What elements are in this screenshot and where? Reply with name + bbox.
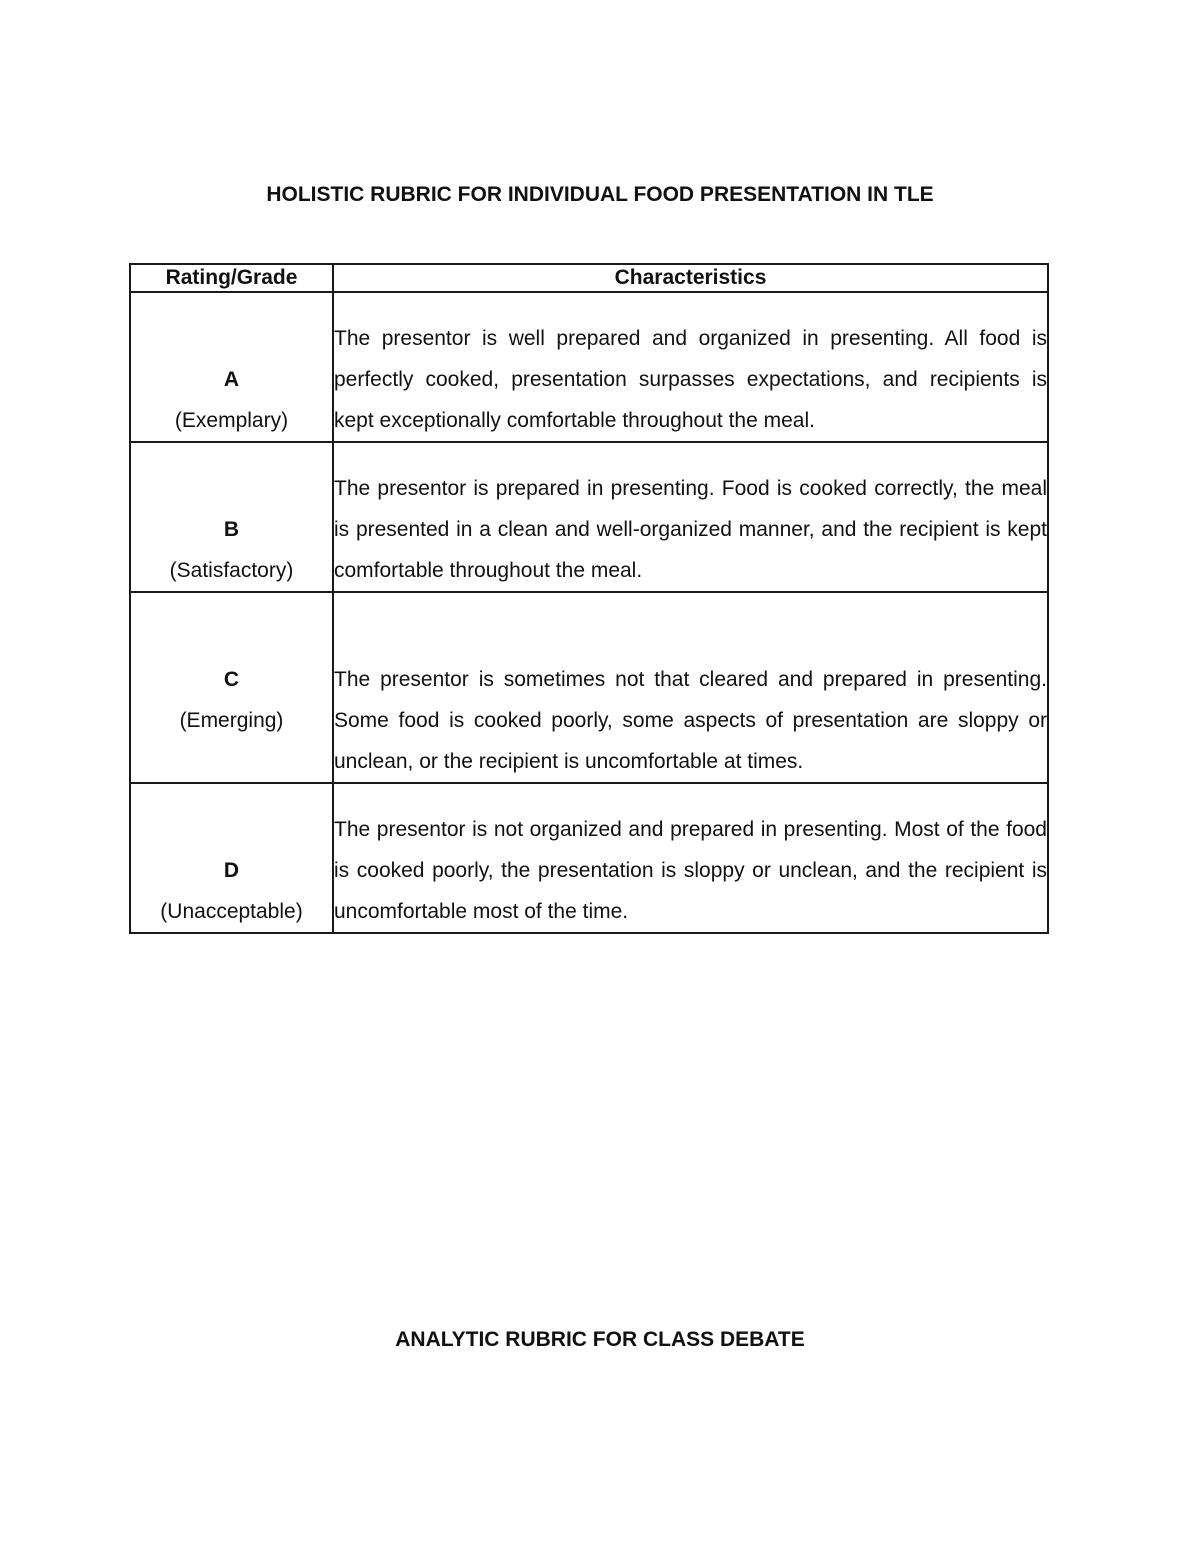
characteristics-cell: The presentor is well prepared and organized in presenting. All food is perfectly cooked, presentation surpasses expectations, and recipients is kept exceptionally comfortable throughout the meal.: [333, 292, 1048, 442]
characteristics-cell: The presentor is prepared in presenting. Food is cooked correctly, the meal is presented in a clean and well-organized manner, and the recipient is kept comfortable throughout the meal.: [333, 442, 1048, 592]
section-title: ANALYTIC RUBRIC FOR CLASS DEBATE: [395, 1328, 805, 1351]
grade-letter: B: [223, 518, 240, 541]
column-header-rating-grade: Rating/Grade: [130, 264, 333, 292]
table-row: [130, 292, 1048, 442]
grade-cell: [130, 592, 333, 783]
grade-label: (Exemplary): [174, 409, 289, 432]
grade-label: (Unacceptable): [160, 900, 303, 923]
table-row: [130, 783, 1048, 933]
table-row: [130, 592, 1048, 783]
grade-label: (Satisfactory): [169, 559, 294, 582]
grade-label: (Emerging): [179, 709, 284, 732]
table-header-row: [130, 264, 1048, 292]
grade-letter: C: [223, 668, 240, 691]
characteristics-cell: The presentor is sometimes not that cleared and prepared in presenting. Some food is cooked poorly, some aspects of presentation are sloppy or unclean, or the recipient is uncomfortable at times.: [333, 592, 1048, 783]
grade-letter: D: [223, 859, 240, 882]
column-header-characteristics: Characteristics: [333, 264, 1048, 292]
table-row: [130, 442, 1048, 592]
rubric-table: [129, 263, 1049, 934]
grade-letter: A: [223, 368, 240, 391]
grade-cell: [130, 783, 333, 933]
grade-cell: [130, 442, 333, 592]
grade-cell: [130, 292, 333, 442]
characteristics-cell: The presentor is not organized and prepared in presenting. Most of the food is cooked poorly, the presentation is sloppy or unclean, and the recipient is uncomfortable most of the time.: [333, 783, 1048, 933]
page-title: HOLISTIC RUBRIC FOR INDIVIDUAL FOOD PRESENTATION IN TLE: [266, 183, 934, 206]
